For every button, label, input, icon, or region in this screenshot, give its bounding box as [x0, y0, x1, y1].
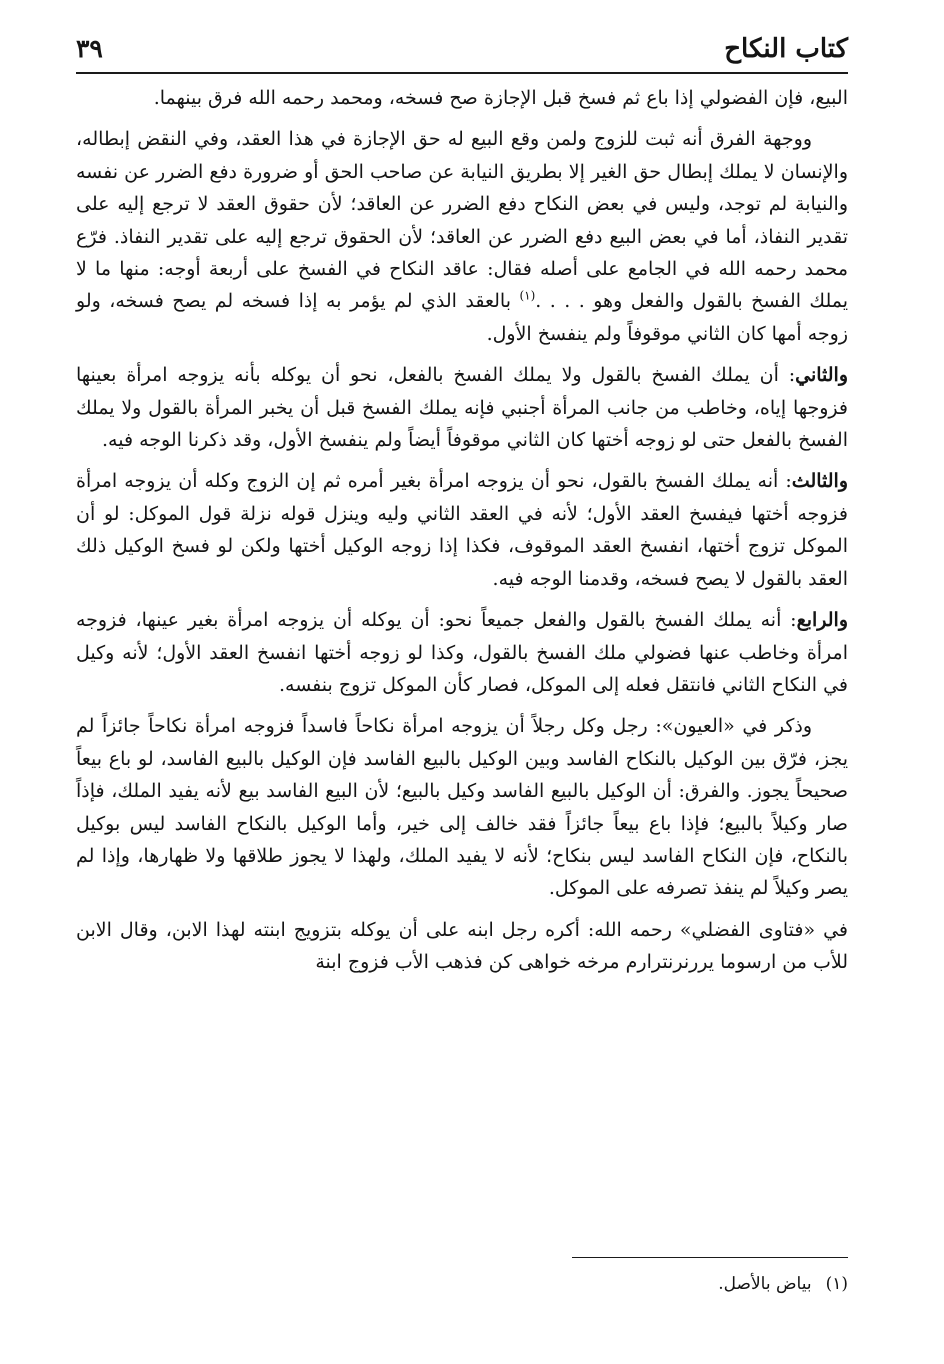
paragraph-text: في «فتاوى الفضلي» رحمه الله: أكره رجل ابنه على أن يوكله بتزويج ابنته لهذا الابن، وقال الابن للأب من ارسوما يررنرنترارم مرخه خواهى كن فذهب الأب فزوج ابنة	[76, 918, 848, 974]
paragraph-text: : أن يملك الفسخ بالقول ولا يملك الفسخ بالفعل، نحو أن يوكله بأنه يزوجه امرأة بعينها فزوجها إياه، وخاطب من جانب المرأة أجنبي فإنه يملك الفسخ قبل أن يخبر المرأة بالقول ولا يملك الفسخ بالفعل حتى لو زوجه أختها كان الثاني موقوفاً أيضاً ولم ينفسخ الأول، وقد ذكرنا الوجه فيه.	[76, 364, 848, 452]
paragraph-text: : أنه يملك الفسخ بالقول والفعل جميعاً نحو: أن يوكله أن يزوجه امرأة بغير عينها، فزوجه امرأة وخاطب عنها فضولي ملك الفسخ بالقول، وكذا لو زوجه أختها انفسخ العقد الأول؛ لأنه وكيل في النكاح الثاني فانتقل فعله إلى الموكل، فصار كأن الموكل تزوج بنفسه.	[76, 609, 848, 696]
footnote	[248, 1270, 848, 1298]
paragraph-7	[76, 914, 848, 979]
paragraph-text-continued: بالعقد الذي لم يؤمر به إذا فسخه لم يصح فسخه، ولو زوجه أمها كان الثاني موقوفاً ولم ينفسخ الأول.	[76, 290, 848, 345]
footnote-divider	[572, 1257, 848, 1258]
paragraph-5	[76, 604, 848, 701]
footnote-reference: (١)	[519, 289, 536, 304]
paragraph-lead: والثالث	[791, 470, 848, 493]
book-title: كتاب النكاح	[724, 34, 848, 64]
paragraph-text: وذكر في «العيون»: رجل وكل رجلاً أن يزوجه امرأة نكاحاً فاسداً فزوجه امرأة نكاحاً جائزاً لم يجز، فرّق بين الوكيل بالنكاح الفاسد وبين الوكيل بالبيع الفاسد فإن الوكيل بالبيع الفاسد، لو باع بيعاً صحيحاً يجوز. والفرق: أن الوكيل بالبيع الفاسد وكيل بالبيع؛ لأن البيع الفاسد بيع لأنه يفيد الملك، فإذاً صار وكيلاً بالبيع؛ فإذا باع بيعاً جائزاً فقد خالف إلى خير، وأما الوكيل بالنكاح الفاسد ليس بوكيل بالنكاح، فإن النكاح الفاسد ليس بنكاح؛ لأنه لا يفيد الملك، ولهذا لا يجوز طلاقها ولا ظهارها، وإذا لم يصر وكيلاً لم ينفذ تصرفه على الموكل.	[76, 715, 848, 900]
paragraph-text: البيع، فإن الفضولي إذا باع ثم فسخ قبل الإجازة صح فسخه، ومحمد رحمه الله فرق بينهما.	[153, 87, 848, 109]
running-header	[76, 28, 848, 74]
paragraph-1	[76, 82, 848, 114]
paragraph-3	[76, 359, 848, 456]
paragraph-text: : أنه يملك الفسخ بالقول، نحو أن يزوجه امرأة بغير أمره ثم إن الزوج وكله أن يزوجه امرأة فزوجه أختها فيفسخ العقد الأول؛ لأنه في العقد الثاني وليه وينزل قوله نزلة قول الموكل: لو أن الموكل تزوج أختها، انفسخ العقد الموقوف، فكذا إذا زوجه الوكيل أختها ولكن لو فسخ الوكيل ذلك العقد بالقول لا يصح فسخه، وقدمنا الوجه فيه.	[76, 470, 848, 590]
footnote-text: بياض بالأصل.	[718, 1274, 812, 1294]
paragraph-lead: والثاني	[795, 364, 849, 387]
paragraph-lead: والرابع	[796, 609, 848, 632]
page-number: ٣٩	[76, 34, 103, 63]
body-text	[76, 82, 848, 988]
paragraph-4	[76, 465, 848, 595]
paragraph-text: ووجهة الفرق أنه ثبت للزوج ولمن وقع البيع له حق الإجازة في هذا العقد، وفي النقض إبطاله، والإنسان لا يملك إبطال حق الغير إلا بطريق النيابة عن صاحب الحق أو ضرورة دفع الضرر عن نفسه والنيابة لم توجد، وليس في بعض النكاح دفع الضرر عن العاقد؛ لأن حقوق العقد لا ترجع إليه على تقدير النفاذ، أما في بعض البيع دفع الضرر عن العاقد؛ لأن الحقوق ترجع إليه على تقدير النفاذ. فرّع محمد رحمه الله في الجامع على أصله فقال: عاقد النكاح في الفسخ على أربعة أوجه: منها ما لا يملك الفسخ بالقول والفعل وهو . . . .	[76, 128, 849, 313]
paragraph-6	[76, 710, 848, 904]
paragraph-2	[76, 123, 848, 350]
footnote-number: (١)	[825, 1274, 848, 1294]
